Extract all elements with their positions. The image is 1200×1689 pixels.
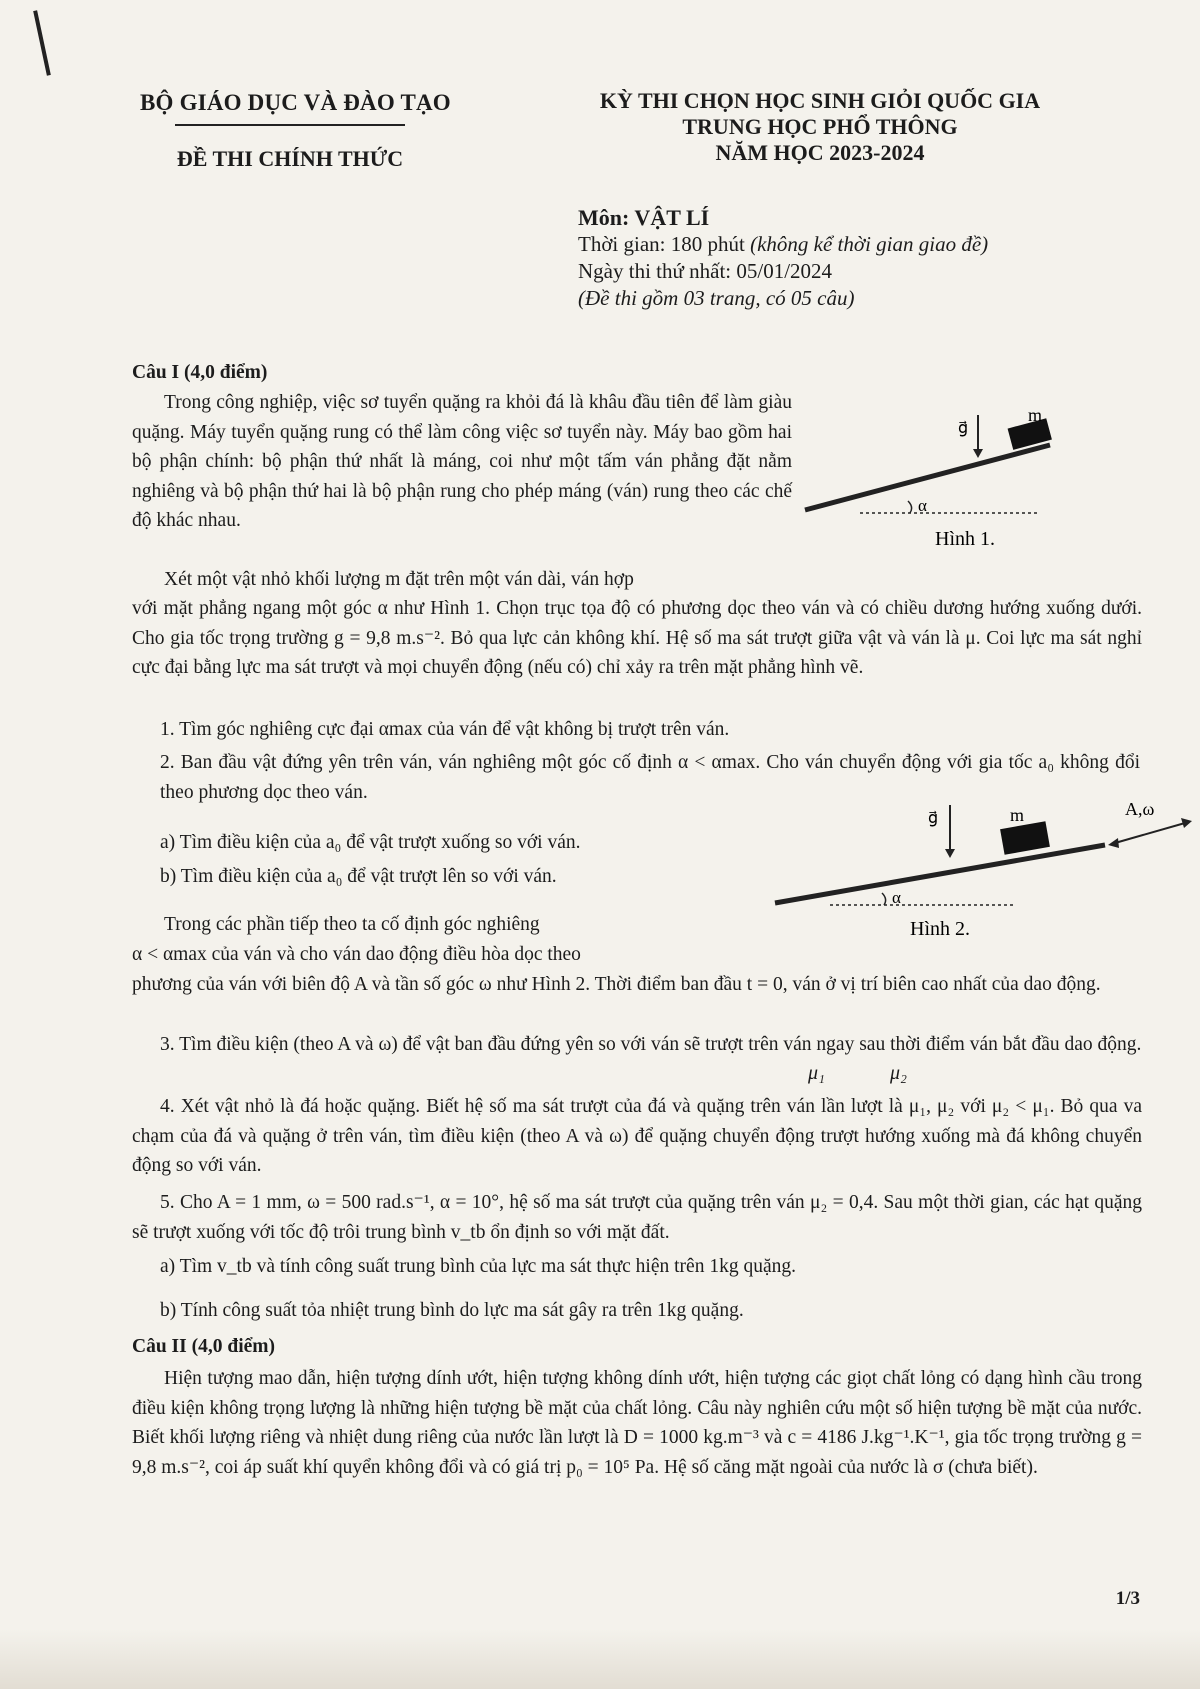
- bottom-shadow: [0, 1629, 1200, 1689]
- q2-text: Hiện tượng mao dẫn, hiện tượng dính ướt, hiện tượng không dính ướt, hiện tượng các giọt chất lỏng có dạng hình cầu trong điều kiện không trọng lượng là những hiện tượng bề mặt của chất lỏng. Câu này nghiên cứu một số hiện tượng bề mặt của nước. Biết khối lượng riêng và nhiệt dung riêng của nước lần lượt là D = 1000 kg.m⁻³ và c = 4186 J.kg⁻¹.K⁻¹, gia tốc trọng trường g = 9,8 m.s⁻², coi áp suất khí quyển không đổi và có giá trị p₀ = 10⁵ Pa. Hệ số căng mặt ngoài của nước là σ (chưa biết).: [132, 1368, 1142, 1478]
- incline-board: [805, 445, 1050, 510]
- q1-next-b: α < αmax của ván và cho ván dao động điều hòa dọc theo: [132, 944, 581, 965]
- alpha-label-2: α: [892, 888, 901, 907]
- figure-2: [770, 795, 1200, 945]
- g-label: g⃗: [958, 420, 969, 437]
- q1-item-5b: b) Tính công suất tỏa nhiệt trung bình do lực ma sát gây ra trên 1kg quặng.: [160, 1300, 744, 1321]
- q1-setup-a: Xét một vật nhỏ khối lượng m đặt trên một ván dài, ván hợp: [164, 569, 634, 590]
- handwritten-mu2: μ₂: [890, 1062, 907, 1084]
- ministry-name: BỘ GIÁO DỤC VÀ ĐÀO TẠO: [140, 90, 451, 115]
- page-number: 1/3: [1115, 1588, 1140, 1609]
- incline-board-2: [775, 845, 1105, 903]
- exam-title-2: TRUNG HỌC PHỔ THÔNG: [682, 114, 958, 139]
- question-2-title: Câu II (4,0 điểm): [132, 1336, 276, 1357]
- time-note: (không kể thời gian giao đề): [750, 232, 989, 256]
- q1-item-1: 1. Tìm góc nghiêng cực đại αmax của ván để vật không bị trượt trên ván.: [160, 719, 730, 740]
- time-text: Thời gian: 180 phút: [578, 232, 745, 256]
- q1-item-5a: a) Tìm v_tb và tính công suất trung bình của lực ma sát thực hiện trên 1kg quặng.: [160, 1256, 796, 1277]
- block-m-2: [1000, 821, 1050, 855]
- q1-next-a: Trong các phần tiếp theo ta cố định góc nghiêng: [164, 914, 540, 935]
- header-right: [540, 88, 1100, 166]
- handwritten-mu1: μ₁: [808, 1062, 825, 1084]
- q1-next-c: phương của ván với biên độ A và tần số góc ω như Hình 2. Thời điểm ban đầu t = 0, ván ở vị trí biên cao nhất của dao động.: [132, 974, 1101, 995]
- alpha-label: α: [918, 496, 927, 515]
- pages-note: (Đề thi gồm 03 trang, có 05 câu): [578, 286, 855, 310]
- q1-item-5: 5. Cho A = 1 mm, ω = 500 rad.s⁻¹, α = 10°, hệ số ma sát trượt của quặng trên ván μ₂ = 0,4. Sau một thời gian, các hạt quặng sẽ trượt xuống với tốc độ trôi trung bình v_tb ổn định so với mặt đất.: [132, 1192, 1142, 1243]
- figure-1: [800, 405, 1060, 555]
- aw-label: A,ω: [1125, 799, 1155, 819]
- m-label: m: [1028, 405, 1043, 425]
- q1-item-2a: a) Tìm điều kiện của a₀ để vật trượt xuống so với ván.: [160, 832, 581, 853]
- subject-line: Môn: VẬT LÍ: [578, 205, 710, 230]
- oscillation-arrowhead-right: [1181, 818, 1192, 828]
- fig1-caption: Hình 1.: [935, 528, 995, 550]
- angle-arc-2: [882, 893, 886, 905]
- time-line: [578, 231, 988, 258]
- q1-item-2b: b) Tìm điều kiện của a₀ để vật trượt lên so với ván.: [160, 866, 557, 887]
- pen-stroke-mark: [33, 10, 51, 75]
- exam-title-1: KỲ THI CHỌN HỌC SINH GIỎI QUỐC GIA: [599, 88, 1041, 113]
- exam-year: NĂM HỌC 2023-2024: [715, 140, 925, 165]
- header-left: [140, 90, 451, 172]
- q1-item-2: 2. Ban đầu vật đứng yên trên ván, ván nghiêng một góc cố định α < αmax. Cho ván chuyển động với gia tốc a₀ không đổi theo phương dọc theo ván.: [160, 752, 1140, 803]
- date-line: Ngày thi thứ nhất: 05/01/2024: [578, 259, 833, 283]
- angle-arc: [908, 501, 912, 513]
- m-label-2: m: [1010, 805, 1025, 825]
- official-label: ĐỀ THI CHÍNH THỨC: [176, 146, 404, 171]
- q1-intro: Trong công nghiệp, việc sơ tuyển quặng ra khỏi đá là khâu đầu tiên để làm giàu quặng. Máy tuyển quặng rung có thể làm công việc sơ tuyển này. Máy bao gồm hai bộ phận chính: bộ phận thứ nhất là máng, coi như một tấm ván phẳng đặt nằm nghiêng và bộ phận thứ hai là bộ phận rung cho phép máng (ván) rung theo các chế độ khác nhau.: [132, 392, 792, 531]
- header-rule: [175, 124, 405, 126]
- g-arrowhead: [973, 449, 983, 458]
- q1-setup-b: với mặt phẳng ngang một góc α như Hình 1. Chọn trục tọa độ có phương dọc theo ván và có chiều dương hướng xuống dưới. Cho gia tốc trọng trường g = 9,8 m.s⁻². Bỏ qua lực cản không khí. Hệ số ma sát trượt giữa vật và ván là μ. Coi lực ma sát nghỉ cực đại bằng lực ma sát trượt và mọi chuyển động (nếu có) chỉ xảy ra trên mặt phẳng hình vẽ.: [132, 598, 1142, 678]
- q1-item-4: 4. Xét vật nhỏ là đá hoặc quặng. Biết hệ số ma sát trượt của đá và quặng trên ván lần lượt là μ₁, μ₂ với μ₂ < μ₁. Bỏ qua va chạm của đá và quặng ở trên ván, tìm điều kiện (theo A và ω) để quặng chuyển động trượt hướng xuống mà đá không chuyển động so với ván.: [132, 1096, 1142, 1176]
- exam-info: [578, 204, 988, 312]
- oscillation-arrowhead-left: [1108, 838, 1119, 848]
- g-label-2: g⃗: [928, 810, 939, 827]
- fig2-caption: Hình 2.: [910, 918, 970, 940]
- question-1-title: Câu I (4,0 điểm): [132, 362, 268, 383]
- g-arrowhead-2: [945, 849, 955, 858]
- q1-item-3: 3. Tìm điều kiện (theo A và ω) để vật ban đầu đứng yên so với ván sẽ trượt trên ván ngay sau thời điểm ván bắt đầu dao động.: [160, 1034, 1142, 1055]
- oscillation-arrow: [1115, 823, 1185, 843]
